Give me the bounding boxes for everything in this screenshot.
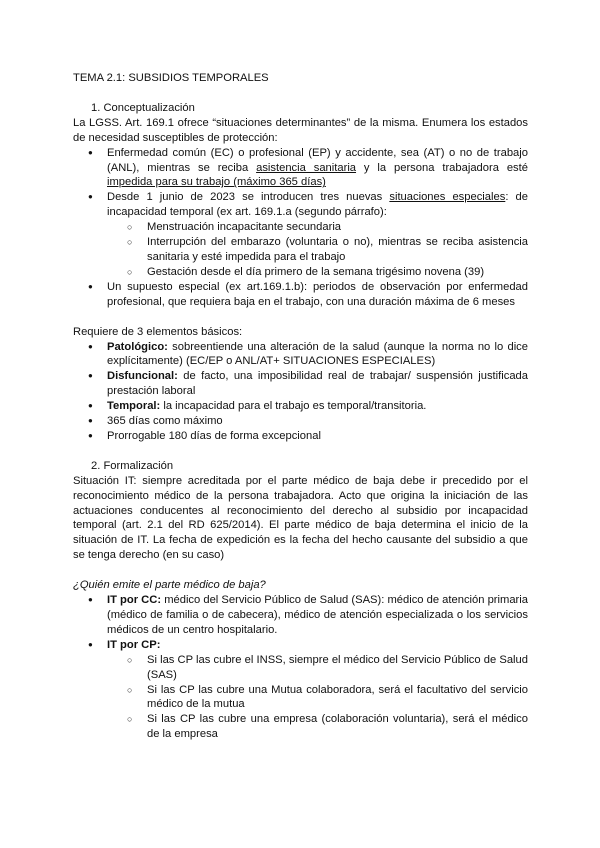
elements-list — [73, 340, 528, 444]
question-heading: ¿Quién emite el parte médico de baja? — [73, 579, 266, 592]
document-title: TEMA 2.1: SUBSIDIOS TEMPORALES — [73, 72, 269, 84]
list-item: ○ Si las CP las cubre una empresa (colaboración voluntaria), será el médico de la empresa — [127, 712, 528, 742]
list-item: ● Temporal: la incapacidad para el trabajo es temporal/transitoria. — [73, 399, 528, 414]
special-situations-list — [107, 220, 528, 280]
section-1-heading: 1. Conceptualización — [91, 101, 195, 114]
list-item: ○ Interrupción del embarazo (voluntaria o no), mientras se reciba asistencia sanitaria y esté impedida para el trabajo — [127, 235, 528, 265]
list-item: ○ Gestación desde el día primero de la semana trigésimo novena (39) — [127, 265, 528, 280]
list-item: ● IT por CC: médico del Servicio Público de Salud (SAS): médico de atención primaria (médico de familia o de cabecera), médico de atención especializada o los servicios médicos de un centro hospitalario. — [73, 593, 528, 638]
list-item: ● Disfuncional: de facto, una imposibilidad real de trabajar/ suspensión justificada prestación laboral — [73, 369, 528, 399]
list-item: ● Prorrogable 180 días de forma excepcional — [73, 429, 528, 444]
underlined-text: asistencia sanitaria — [256, 161, 357, 174]
document-body — [73, 71, 528, 742]
issuer-list — [73, 593, 528, 742]
cp-cases-list — [107, 653, 528, 742]
necessity-list — [73, 146, 528, 310]
list-item: ○ Si las CP las cubre el INSS, siempre el médico del Servicio Público de Salud (SAS) — [127, 653, 528, 683]
section-2-heading: 2. Formalización — [91, 459, 174, 472]
underlined-text: impedida para su trabajo (máximo 365 días) — [107, 176, 326, 189]
section-2-paragraph: Situación IT: siempre acreditada por el parte médico de baja debe ir precedido por el reconocimiento médico de la persona trabajadora. Acto que origina la iniciación de las actuaciones conducentes al reconocimiento del derecho al subsidio por incapacidad temporal (art. 2.1 del RD 625/2014). El parte médico de baja determina el inicio de la situación de IT. La fecha de expedición es la fecha del hecho causante del subsidio a que se tenga derecho (en su caso) — [73, 474, 528, 562]
list-item: ● Enfermedad común (EC) o profesional (EP) y accidente, sea (AT) o no de trabajo (ANL), mientras se reciba asistencia sanitaria y la persona trabajadora esté impedida para su trabajo (máximo 365 días) — [73, 146, 528, 191]
list-item: ● 365 días como máximo — [73, 414, 528, 429]
list-item: ● Patológico: sobreentiende una alteración de la salud (aunque la norma no lo dice explícitamente) (EC/EP o ANL/AT+ SITUACIONES ESPECIALES) — [73, 340, 528, 370]
list-item: ○ Si las CP las cubre una Mutua colaboradora, será el facultativo del servicio médico de la mutua — [127, 683, 528, 713]
list-item: ○ Menstruación incapacitante secundaria — [127, 220, 528, 235]
list-item: ● Un supuesto especial (ex art.169.1.b): periodos de observación por enfermedad profesional, que requiera baja en el trabajo, con una duración máxima de 6 meses — [73, 280, 528, 310]
list-item: ● Desde 1 junio de 2023 se introducen tres nuevas situaciones especiales: de incapacidad temporal (ex art. 169.1.a (segundo párrafo): ○ Menstruación incapacitante secundaria ○ Interrupción del embarazo (voluntaria o no), mientras se reciba asistencia sanitaria y esté impedida para el trabajo ○ Gestación desde el día primero de la semana trigésimo novena (39) — [73, 190, 528, 279]
underlined-text: situaciones especiales — [389, 191, 506, 204]
section-1-intro: La LGSS. Art. 169.1 ofrece “situaciones determinantes” de la misma. Enumera los estados de necesidad susceptibles de protección: — [73, 116, 528, 144]
list-item: ● IT por CP: ○ Si las CP las cubre el INSS, siempre el médico del Servicio Público de Salud (SAS) ○ Si las CP las cubre una Mutua colaboradora, será el facultativo del servicio médico de la mutua ○ Si las CP las cubre una empresa (colaboración voluntaria), será el médico de la empresa — [73, 638, 528, 742]
elements-intro: Requiere de 3 elementos básicos: — [73, 325, 243, 338]
